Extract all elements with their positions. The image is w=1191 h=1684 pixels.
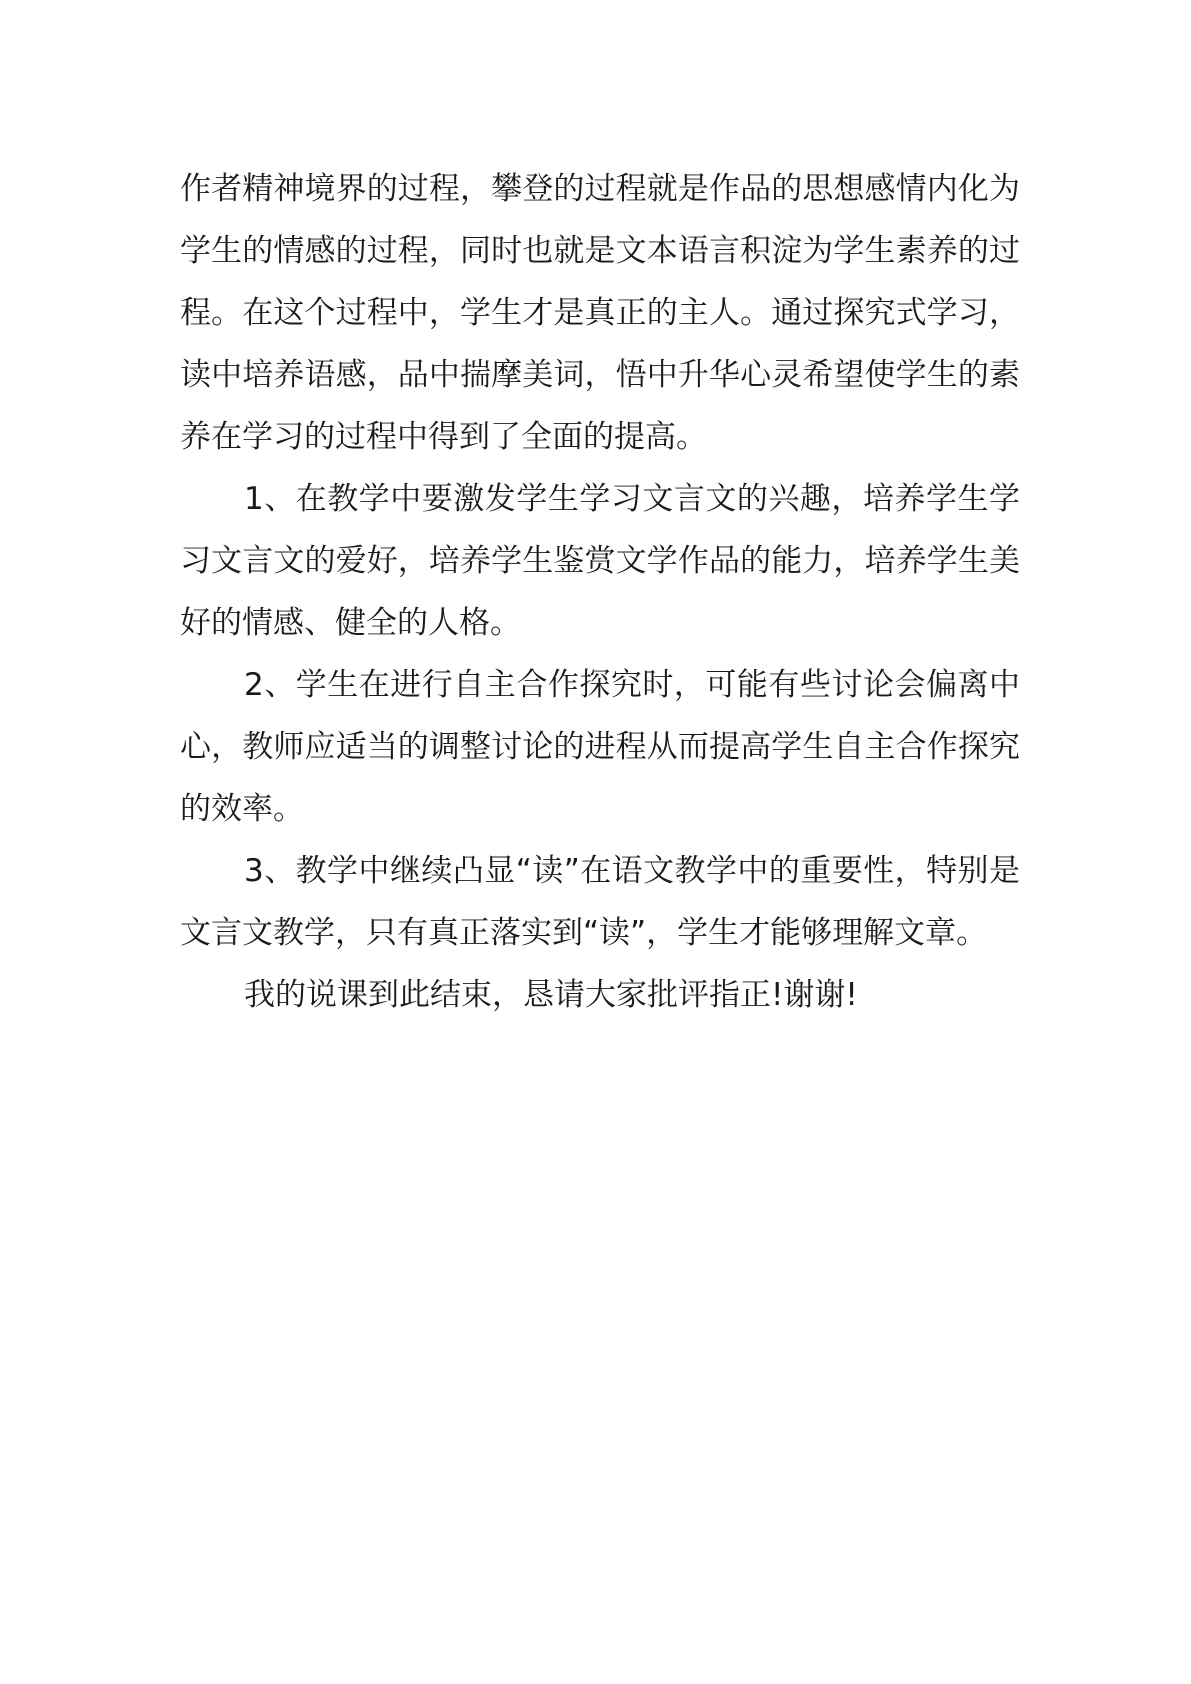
paragraph-3: 2、学生在进行自主合作探究时，可能有些讨论会偏离中心，教师应适当的调整讨论的进程从而提高学生自主合作探究的效率。 <box>180 667 1020 827</box>
paragraph-1: 作者精神境界的过程，攀登的过程就是作品的思想感情内化为学生的情感的过程，同时也就是文本语言积淀为学生素养的过程。在这个过程中，学生才是真正的主人。通过探究式学习，读中培养语感，品中揣摩美词，悟中升华心灵希望使学生的素养在学习的过程中得到了全面的提高。 <box>180 171 1020 455</box>
paragraph-4: 3、教学中继续凸显“读”在语文教学中的重要性，特别是文言文教学，只有真正落实到“读”，学生才能够理解文章。 <box>180 853 1020 951</box>
document-body <box>180 158 1020 1026</box>
paragraph-5: 我的说课到此结束，恳请大家批评指正!谢谢! <box>244 977 858 1013</box>
paragraph-2: 1、在教学中要激发学生学习文言文的兴趣，培养学生学习文言文的爱好，培养学生鉴赏文学作品的能力，培养学生美好的情感、健全的人格。 <box>180 481 1020 641</box>
